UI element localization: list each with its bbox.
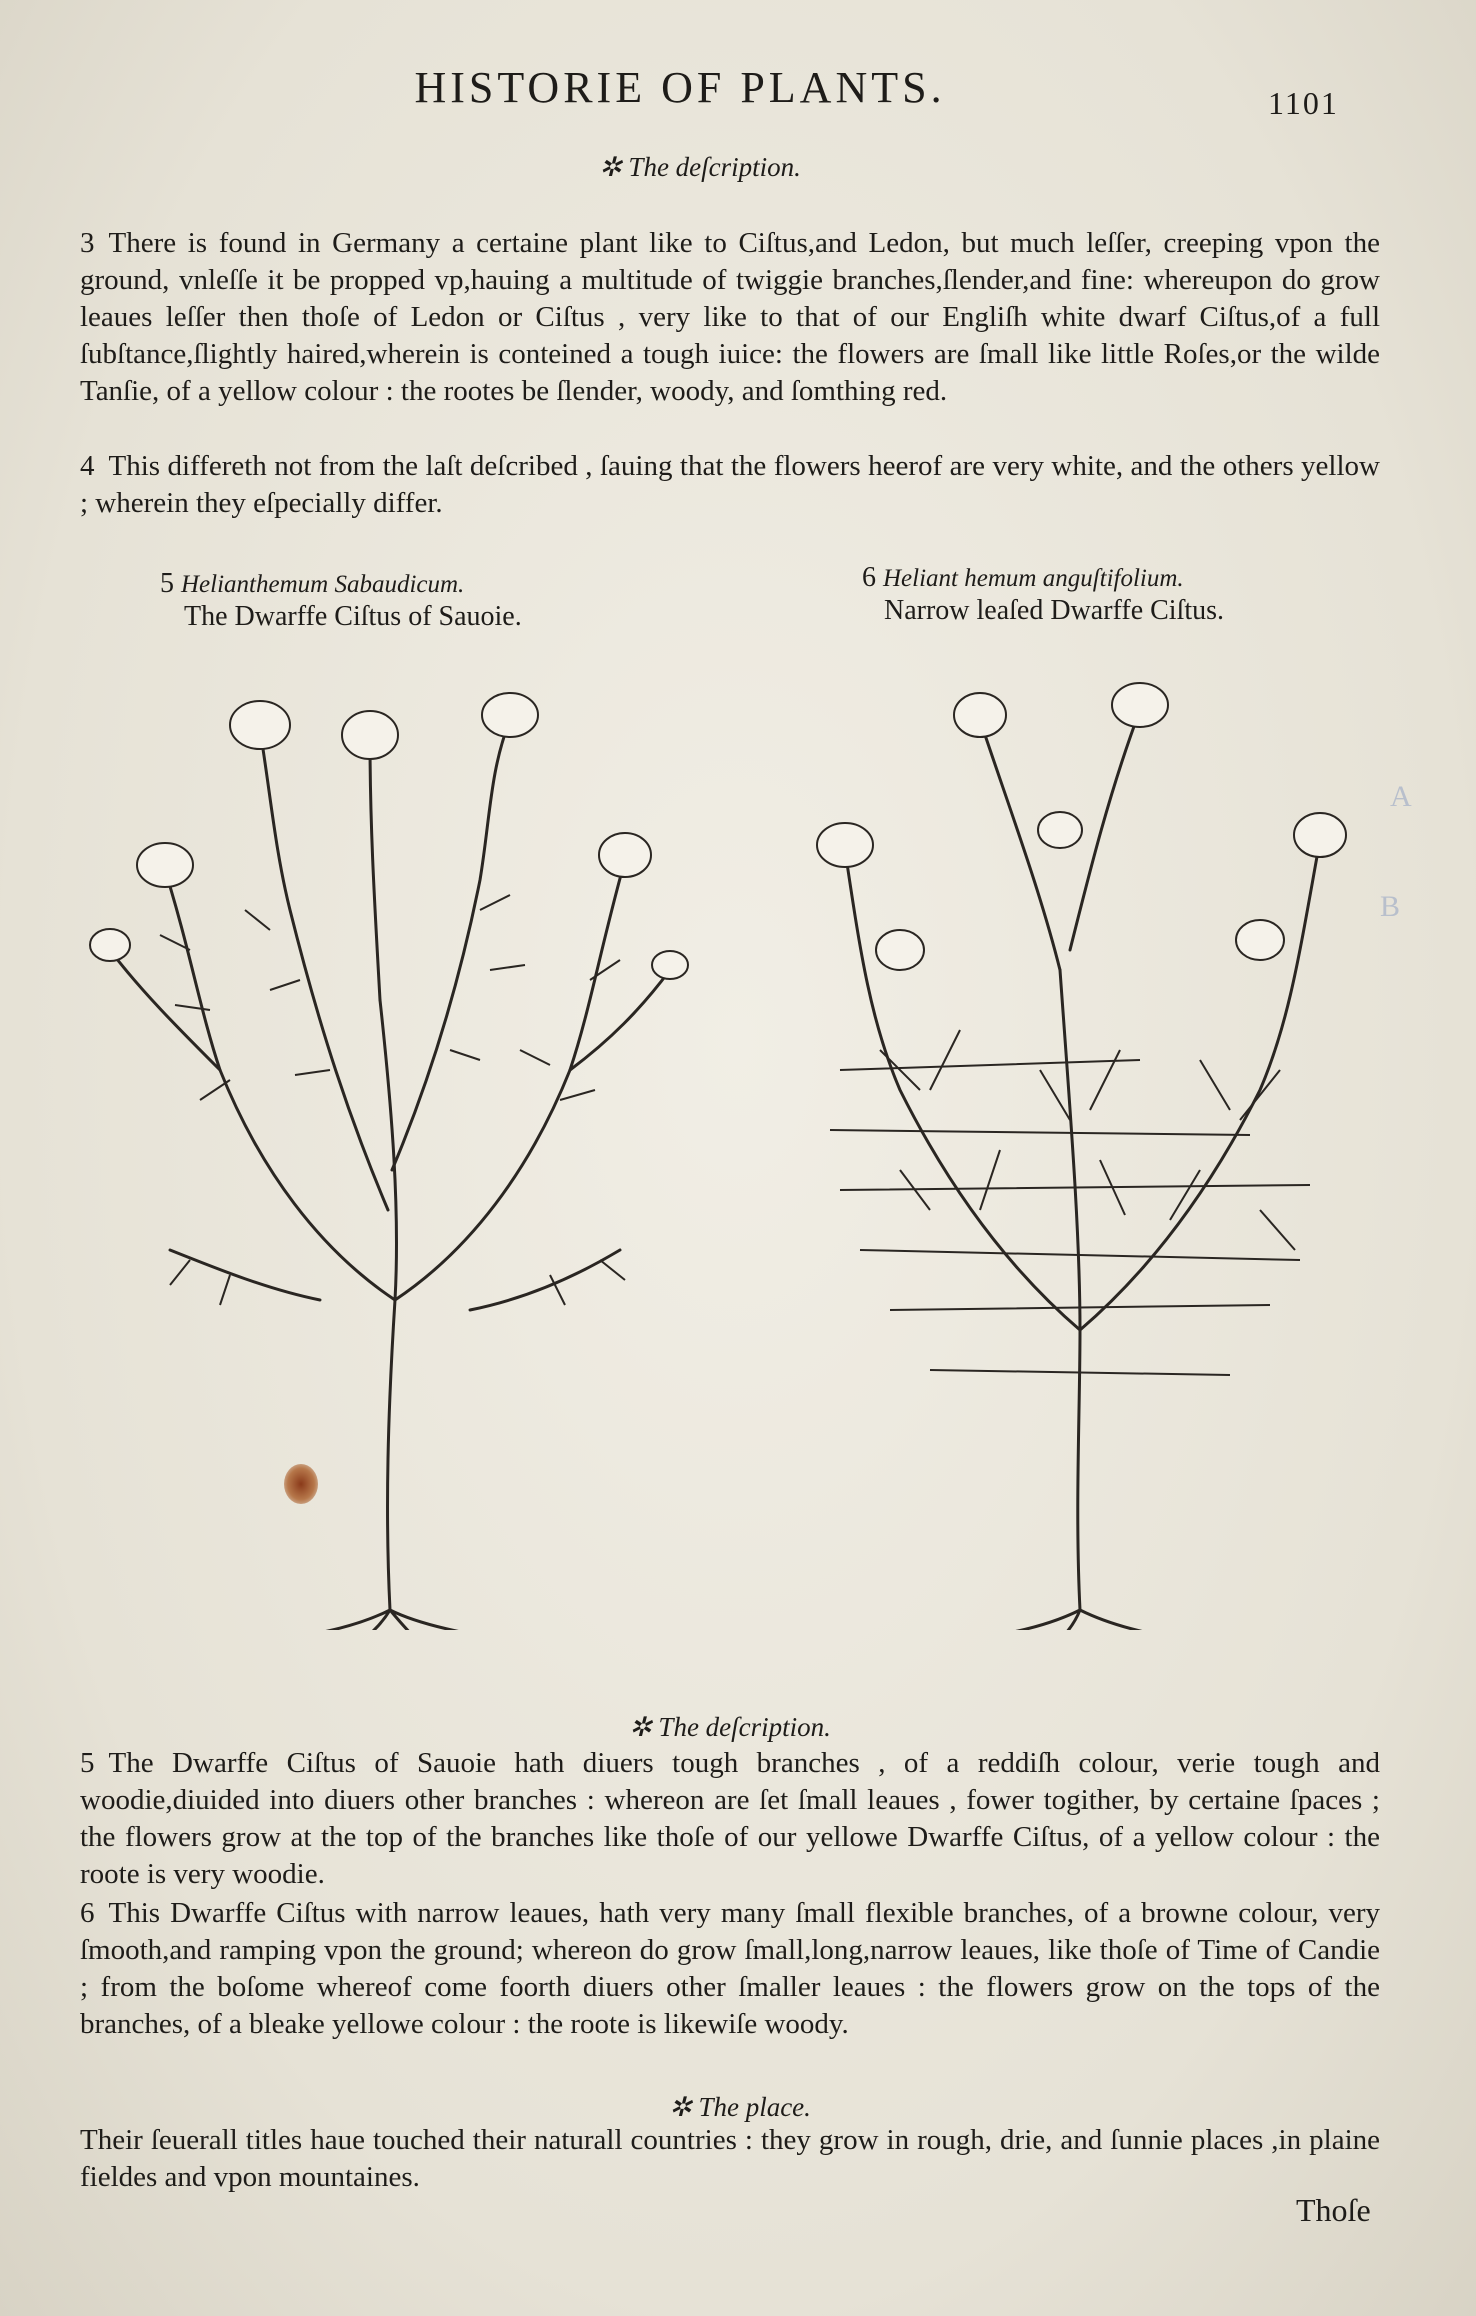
figure-latin-name: Helianthemum Sabaudicum.	[181, 571, 465, 598]
paragraph-text: This Dwarffe Ciſtus with narrow leaues, hath very many ſmall flexible branches, of a browne colour, very ſmooth,and ramping vpon the ground; whereon do grow ſmall,long,narrow leaues, like thoſe of Time of Candie ; from the boſome whereof come foorth diuers other ſmaller leaues : the flowers grow on the tops of the branches, of a bleake yellowe colour : the roote is likewiſe woody.	[80, 1897, 1380, 2040]
paragraph-text: This differeth not from the laſt deſcribed , ſauing that the flowers heerof are very white, and the others yellow ; wherein they eſpecially differ.	[80, 450, 1380, 519]
paragraph-text: There is found in Germany a certaine plant like to Ciſtus,and Ledon, but much leſſer, creeping vpon the ground, vnleſſe it be propped vp,hauing a multitude of twiggie branches,ſlender,and fine: whereupon do grow leaues leſſer then thoſe of Ledon or Ciſtus , very like to that of our Engliſh white dwarf Ciſtus,of a full ſubſtance,ſlightly haired,wherein is conteined a tough iuice: the flowers are ſmall like little Roſes,or the wilde Tanſie, of a yellow colour : the rootes be ſlender, woody, and ſomthing red.	[80, 227, 1380, 407]
woodcut-sabaudicum-illustration	[70, 650, 690, 1630]
place-paragraph: Their ſeuerall titles haue touched their naturall countries : they grow in rough, drie, and ſunnie places ,in plaine fieldes and vpon mountaines.	[80, 2124, 1380, 2193]
figure-number: 5	[160, 568, 174, 599]
catchword: Thoſe	[1296, 2192, 1371, 2228]
paragraph-number: 3	[80, 227, 95, 259]
margin-letter-b: B	[1380, 890, 1401, 923]
paragraph-5	[80, 1745, 1380, 1893]
paragraph-3	[80, 225, 1380, 410]
paragraph-number: 6	[80, 1897, 95, 1929]
description-heading-2: ✲ The deſcription.	[629, 1712, 831, 1742]
running-title: HISTORIE OF PLANTS.	[414, 63, 946, 112]
figure-english-name: Narrow leaſed Dwarffe Ciſtus.	[884, 595, 1225, 626]
paragraph-4	[80, 448, 1380, 522]
ink-stain	[284, 1464, 318, 1504]
page-number: 1101	[1268, 85, 1339, 121]
figure-caption-5	[160, 568, 522, 633]
description-heading-1: ✲ The deſcription.	[599, 152, 801, 182]
figure-number: 6	[862, 562, 876, 593]
margin-letter-a: A	[1390, 780, 1412, 813]
paragraph-text: The Dwarffe Ciſtus of Sauoie hath diuers tough branches , of a reddiſh colour, verie tough and woodie,diuided into diuers other branches : whereon are ſet ſmall leaues , fower togither, by certaine ſpaces ; the flowers grow at the top of the branches like thoſe of our yellowe Dwarffe Ciſtus, of a yellow colour : the roote is very woodie.	[80, 1747, 1380, 1890]
paragraph-number: 5	[80, 1747, 95, 1779]
figure-latin-name: Heliant hemum anguſtifolium.	[883, 565, 1184, 592]
place-heading: ✲ The place.	[669, 2092, 811, 2122]
figure-caption-6	[862, 562, 1224, 627]
figure-english-name: The Dwarffe Ciſtus of Sauoie.	[184, 601, 522, 632]
paragraph-6	[80, 1895, 1380, 2043]
woodcut-angustifolium-illustration	[780, 650, 1380, 1630]
paragraph-number: 4	[80, 450, 95, 482]
